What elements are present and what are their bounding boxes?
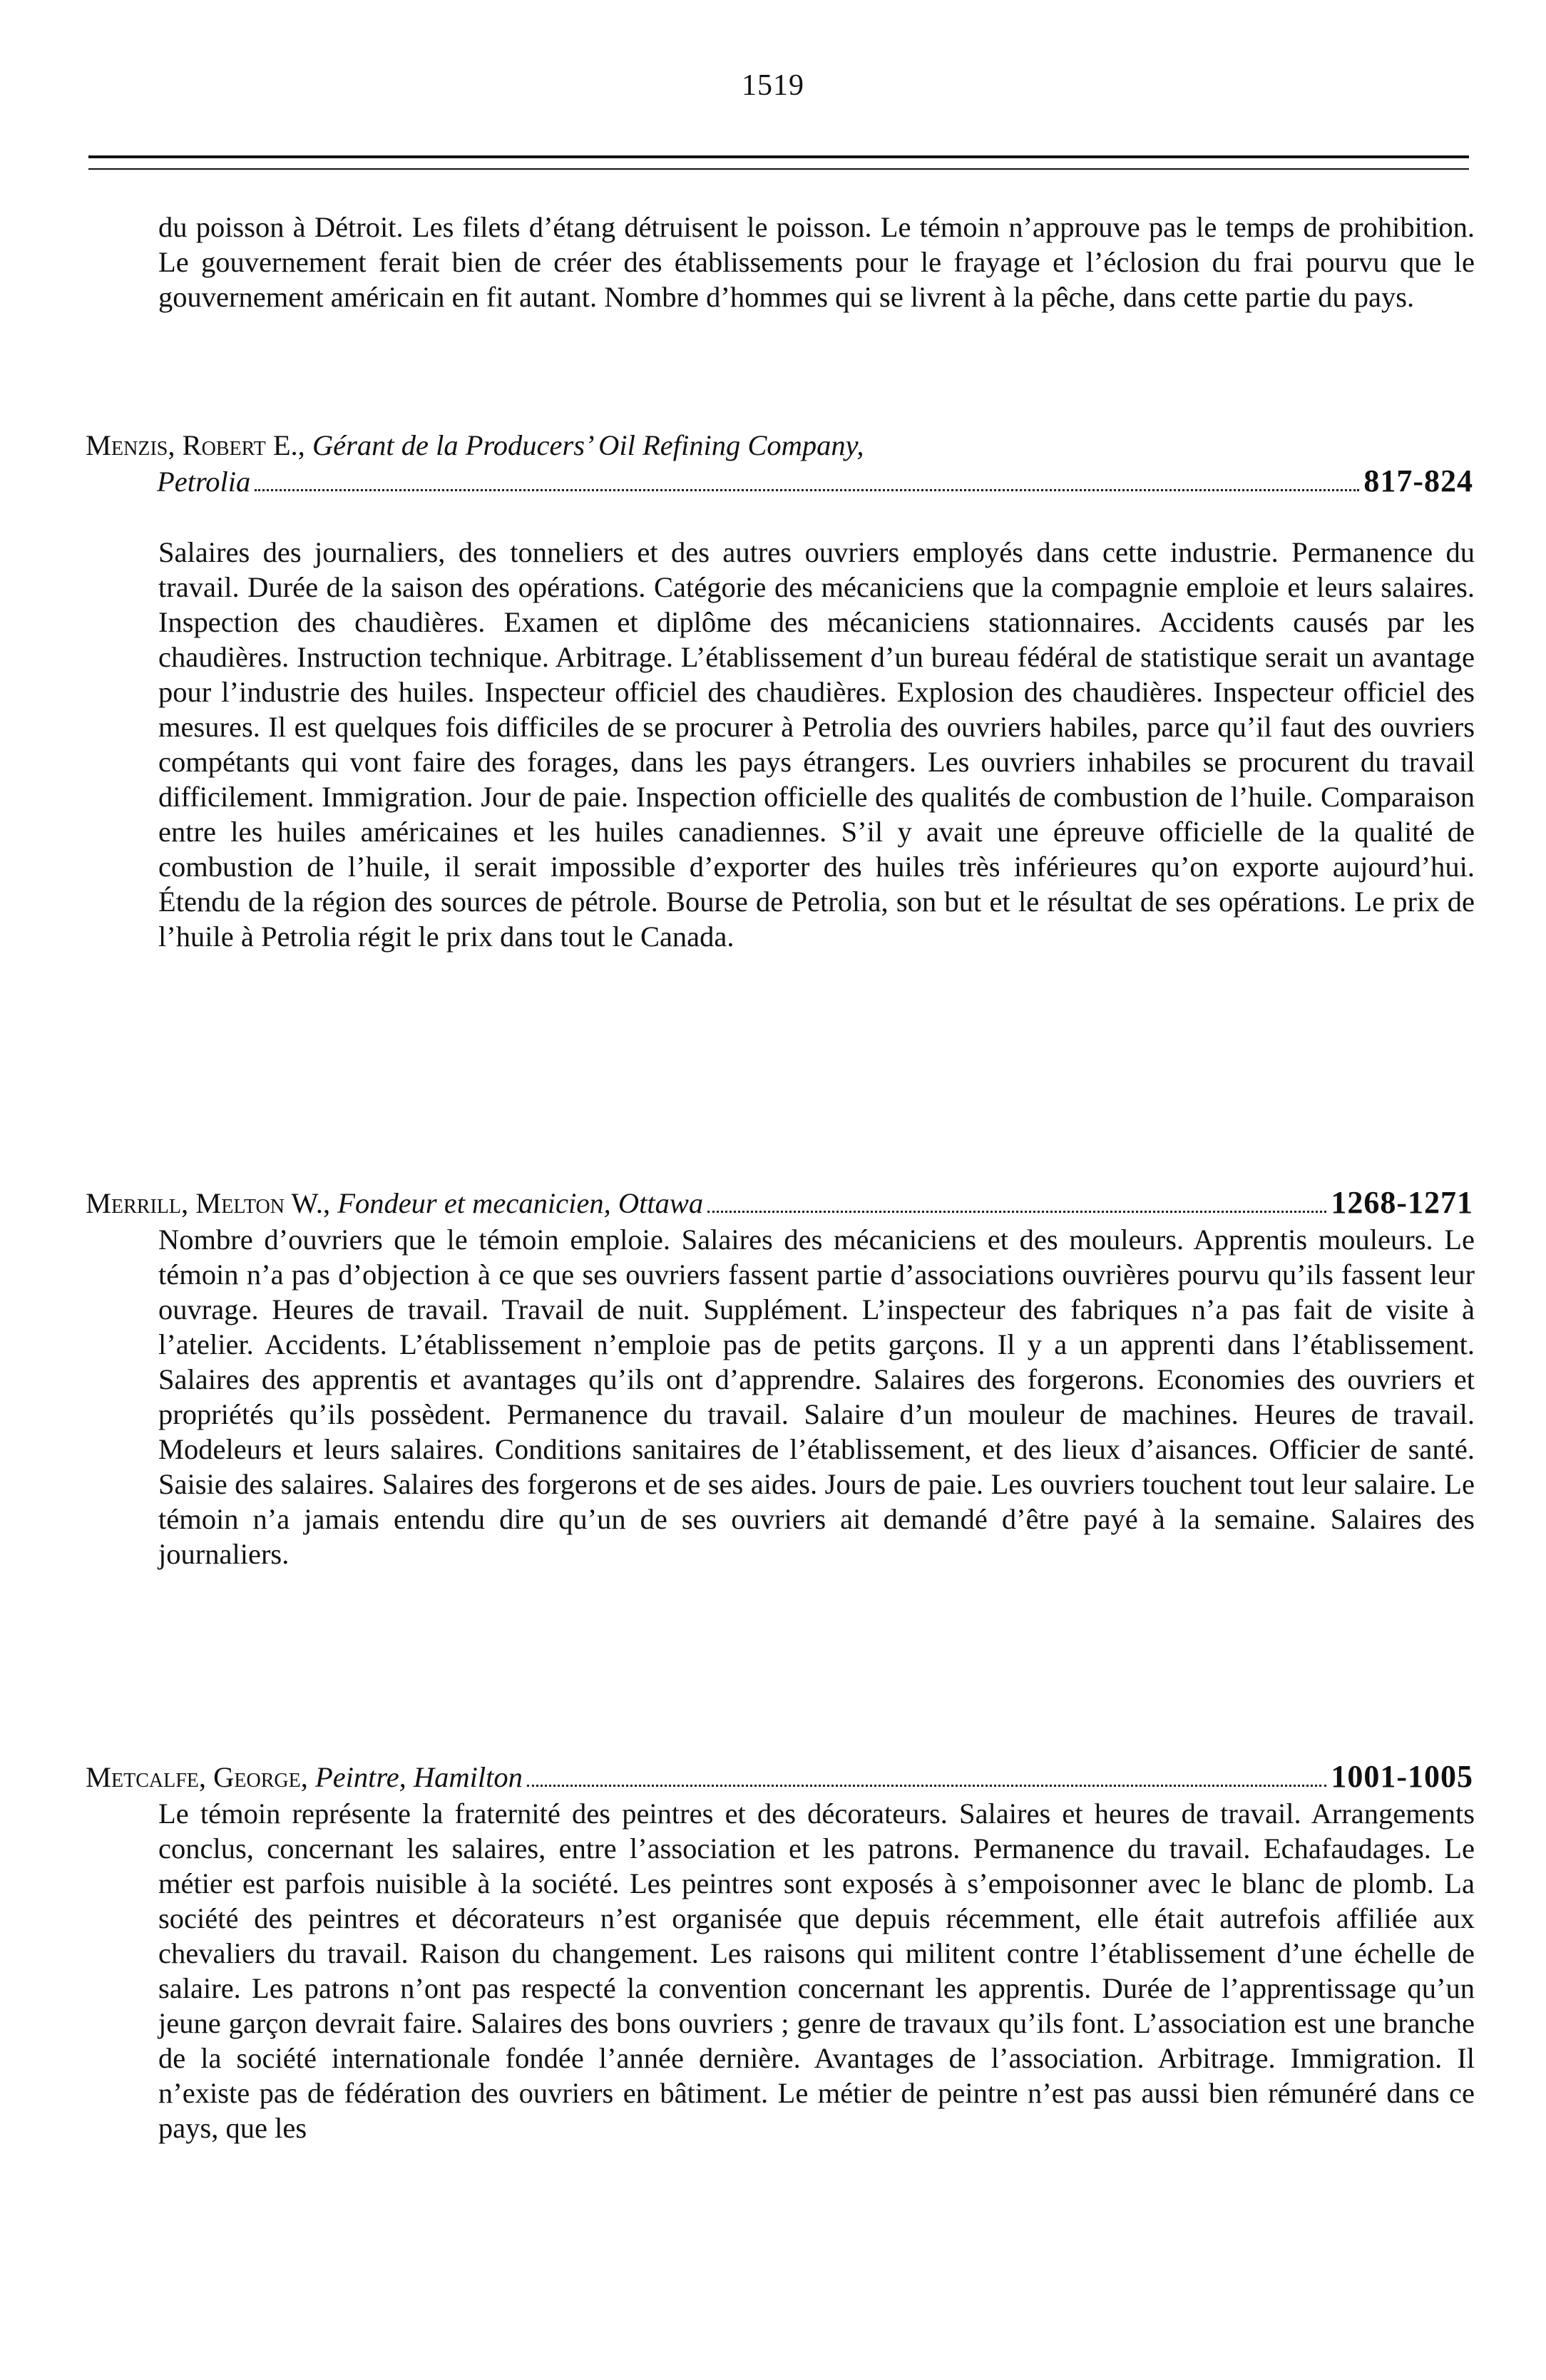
witness-name: Metcalfe, George,	[86, 1761, 308, 1793]
header-rule-thin	[88, 168, 1469, 170]
page-range: 1268-1271	[1331, 1185, 1473, 1220]
entry-heading-line	[86, 1185, 1473, 1221]
entry-heading-metcalfe	[86, 1759, 1473, 1795]
dot-leader	[527, 1785, 1326, 1787]
witness-place: Petrolia	[157, 466, 251, 498]
entry-heading-menzis	[86, 428, 1473, 500]
witness-name: Menzis, Robert E.,	[86, 429, 305, 461]
entry-heading-line	[86, 428, 1473, 463]
entry-body-menzis: Salaires des journaliers, des tonneliers et des autres ouvriers employés dans cette industrie. Permanence du travail. Durée de la saison des opérations. Catégorie des mécaniciens que la compagnie emploie et leurs salaires. Inspection des chaudières. Examen et diplôme des mécaniciens stationnaires. Accidents causés par les chaudières. Instruction technique. Arbitrage. L’établissement d’un bureau fédéral de statistique serait un avantage pour l’industrie des huiles. Inspecteur officiel des chaudières. Explosion des chaudières. Inspecteur officiel des mesures. Il est quelques fois difficiles de se procurer à Petrolia des ouvriers habiles, parce qu’il faut des ouvriers compétants qui vont faire des forages, dans les pays étrangers. Les ouvriers inhabiles se procurent du travail difficilement. Immigration. Jour de paie. Inspection officielle des qualités de combustion de l’huile. Comparaison entre les huiles américaines et les huiles canadiennes. S’il y avait une épreuve officielle de la qualité de combustion de l’huile, il serait impossible d’exporter des huiles très inférieures qu’on exporte aujourd’hui. Étendu de la région des sources de pétrole. Bourse de Petrolia, son but et le résultat de ses opérations. Le prix de l’huile à Petrolia régit le prix dans tout le Canada.	[158, 536, 1475, 953]
header-rule-thick	[88, 155, 1469, 158]
entry-heading-line	[86, 1759, 1473, 1795]
dot-leader	[255, 489, 1359, 491]
page-range: 1001-1005	[1331, 1759, 1473, 1794]
witness-description: Peintre, Hamilton	[314, 1761, 523, 1793]
witness-description: Fondeur et mecanicien, Ottawa	[337, 1187, 704, 1219]
dot-leader	[707, 1211, 1326, 1213]
witness-description: Gérant de la Producers’ Oil Refining Company,	[312, 429, 864, 461]
entry-heading-merrill	[86, 1185, 1473, 1221]
entry-body-merrill: Nombre d’ouvriers que le témoin emploie. Salaires des mécaniciens et des mouleurs. Apprentis mouleurs. Le témoin n’a pas d’objection à ce que ses ouvriers fassent partie d’associations ouvrières pourvu qu’ils fassent leur ouvrage. Heures de travail. Travail de nuit. Supplément. L’inspecteur des fabriques n’a pas fait de visite à l’atelier. Accidents. L’établissement n’emploie pas de petits garçons. Il y a un apprenti dans l’établissement. Salaires des apprentis et avantages qu’ils ont d’apprendre. Salaires des forgerons. Economies des ouvriers et propriétés qu’ils possèdent. Permanence du travail. Salaire d’un mouleur de machines. Heures de travail. Modeleurs et leurs salaires. Conditions sanitaires de l’établissement, et des lieux d’aisances. Officier de santé. Saisie des salaires. Salaires des forgerons et de ses aides. Jours de paie. Les ouvriers touchent tout leur salaire. Le témoin n’a jamais entendu dire qu’un de ses ouvriers ait demandé d’être payé à la semaine. Salaires des journaliers.	[158, 1224, 1475, 1570]
entry-body-metcalfe: Le témoin représente la fraternité des peintres et des décorateurs. Salaires et heures de travail. Arrangements conclus, concernant les salaires, entre l’association et les patrons. Permanence du travail. Echafaudages. Le métier est parfois nuisible à la société. Les peintres sont exposés à s’empoisonner avec le blanc de plomb. La société des peintres et décorateurs n’est organisée que depuis récemment, elle était autrefois affiliée aux chevaliers du travail. Raison du changement. Les raisons qui militent contre l’établissement d’une échelle de salaire. Les patrons n’ont pas respecté la convention concernant les apprentis. Durée de l’apprentissage qu’un jeune garçon devrait faire. Salaires des bons ouvriers ; genre de travaux qu’ils font. L’association est une branche de la société internationale fondée l’année dernière. Avantages de l’association. Arbitrage. Immigration. Il n’existe pas de fédération des ouvriers en bâtiment. Le métier de peintre n’est pas aussi bien rémunéré dans ce pays, que les	[158, 1797, 1475, 2144]
continuation-paragraph: du poisson à Détroit. Les filets d’étang détruisent le poisson. Le témoin n’approuve pas le temps de prohibition. Le gouvernement ferait bien de créer des établissements pour le frayage et l’éclosion du frai pourvu que le gouvernement américain en fit autant. Nombre d’hommes qui se livrent à la pêche, dans cette partie du pays.	[158, 211, 1475, 313]
page-number: 1519	[742, 69, 804, 102]
entry-heading-line	[86, 463, 1473, 500]
page-range: 817-824	[1363, 463, 1473, 498]
witness-name: Merrill, Melton W.,	[86, 1187, 331, 1219]
